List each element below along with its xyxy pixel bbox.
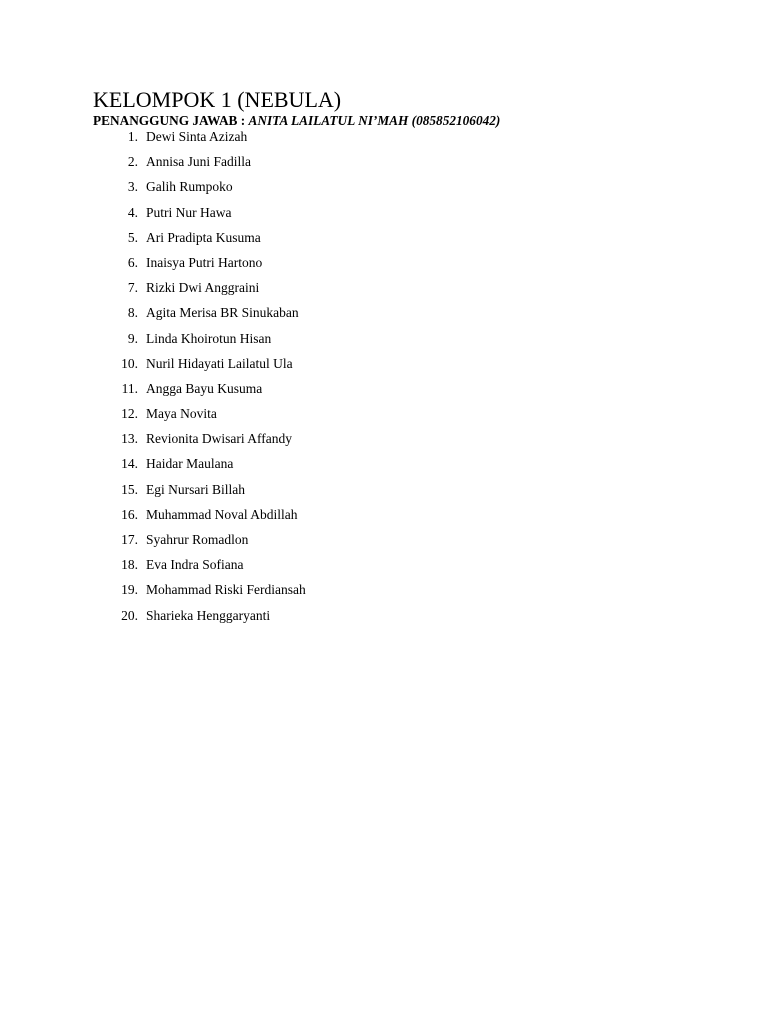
list-item [0, 354, 600, 379]
list-item-number: 7. [127, 280, 138, 296]
list-item-name: Haidar Maulana [146, 456, 234, 472]
list-item-name: Inaisya Putri Hartono [146, 254, 263, 270]
list-item-number: 3. [127, 179, 138, 195]
list-item-number: 9. [127, 330, 138, 346]
list-item-number: 15. [121, 481, 138, 497]
list-item-name: Egi Nursari Billah [146, 481, 245, 497]
list-item-name: Agita Merisa BR Sinukaban [146, 305, 299, 321]
list-item-number: 14. [121, 456, 138, 472]
list-item-name: Sharieka Henggaryanti [146, 607, 271, 623]
list-item [0, 379, 600, 404]
list-item [0, 203, 600, 228]
list-item [0, 228, 600, 253]
list-item-name: Mohammad Riski Ferdiansah [146, 582, 306, 598]
list-item-name: Muhammad Noval Abdillah [146, 506, 298, 522]
list-item-name: Annisa Juni Fadilla [146, 154, 251, 170]
list-item [0, 555, 600, 580]
list-item-name: Dewi Sinta Azizah [146, 129, 248, 144]
list-item-number: 16. [121, 506, 138, 522]
list-item-number: 10. [121, 355, 138, 371]
list-item-number: 13. [121, 431, 138, 447]
list-item-name: Maya Novita [146, 406, 217, 422]
list-item-number: 20. [121, 607, 138, 623]
list-item [0, 404, 600, 429]
list-item [0, 429, 600, 454]
list-item-number: 6. [127, 254, 138, 270]
list-item [0, 580, 600, 605]
person-in-charge-label: PENANGGUNG JAWAB : [93, 113, 249, 128]
list-item-name: Revionita Dwisari Affandy [146, 431, 292, 447]
list-item-number: 11. [121, 380, 138, 396]
list-item-number: 4. [127, 204, 138, 220]
list-item [0, 454, 600, 479]
list-item [0, 530, 600, 555]
list-item-number: 12. [121, 406, 138, 422]
list-item [0, 152, 600, 177]
list-item-name: Syahrur Romadlon [146, 532, 249, 547]
list-item-number: 19. [121, 582, 138, 598]
list-item [0, 606, 600, 631]
person-in-charge-name: ANITA LAILATUL NI’MAH (085852106042) [248, 113, 501, 128]
list-item [0, 127, 600, 152]
list-item [0, 253, 600, 278]
list-item-name: Eva Indra Sofiana [146, 557, 244, 573]
group-title: KELOMPOK 1 (NEBULA) [93, 87, 342, 112]
list-item-name: Linda Khoirotun Hisan [146, 330, 272, 346]
list-item-name: Nuril Hidayati Lailatul Ula [146, 355, 293, 371]
member-list [0, 127, 600, 631]
list-item-name: Rizki Dwi Anggraini [146, 280, 260, 296]
list-item [0, 303, 600, 328]
list-item-number: 18. [121, 557, 138, 573]
list-item-number: 1. [127, 129, 138, 144]
list-item-name: Angga Bayu Kusuma [146, 380, 263, 396]
list-item [0, 329, 600, 354]
list-item-name: Putri Nur Hawa [146, 204, 232, 220]
list-item [0, 177, 600, 202]
list-item-name: Ari Pradipta Kusuma [146, 229, 261, 245]
list-item-number: 8. [127, 305, 138, 321]
list-item [0, 480, 600, 505]
list-item [0, 505, 600, 530]
list-item-number: 17. [121, 532, 138, 547]
list-item [0, 278, 600, 303]
list-item-name: Galih Rumpoko [146, 179, 233, 195]
list-item-number: 5. [127, 229, 138, 245]
list-item-number: 2. [127, 154, 138, 170]
